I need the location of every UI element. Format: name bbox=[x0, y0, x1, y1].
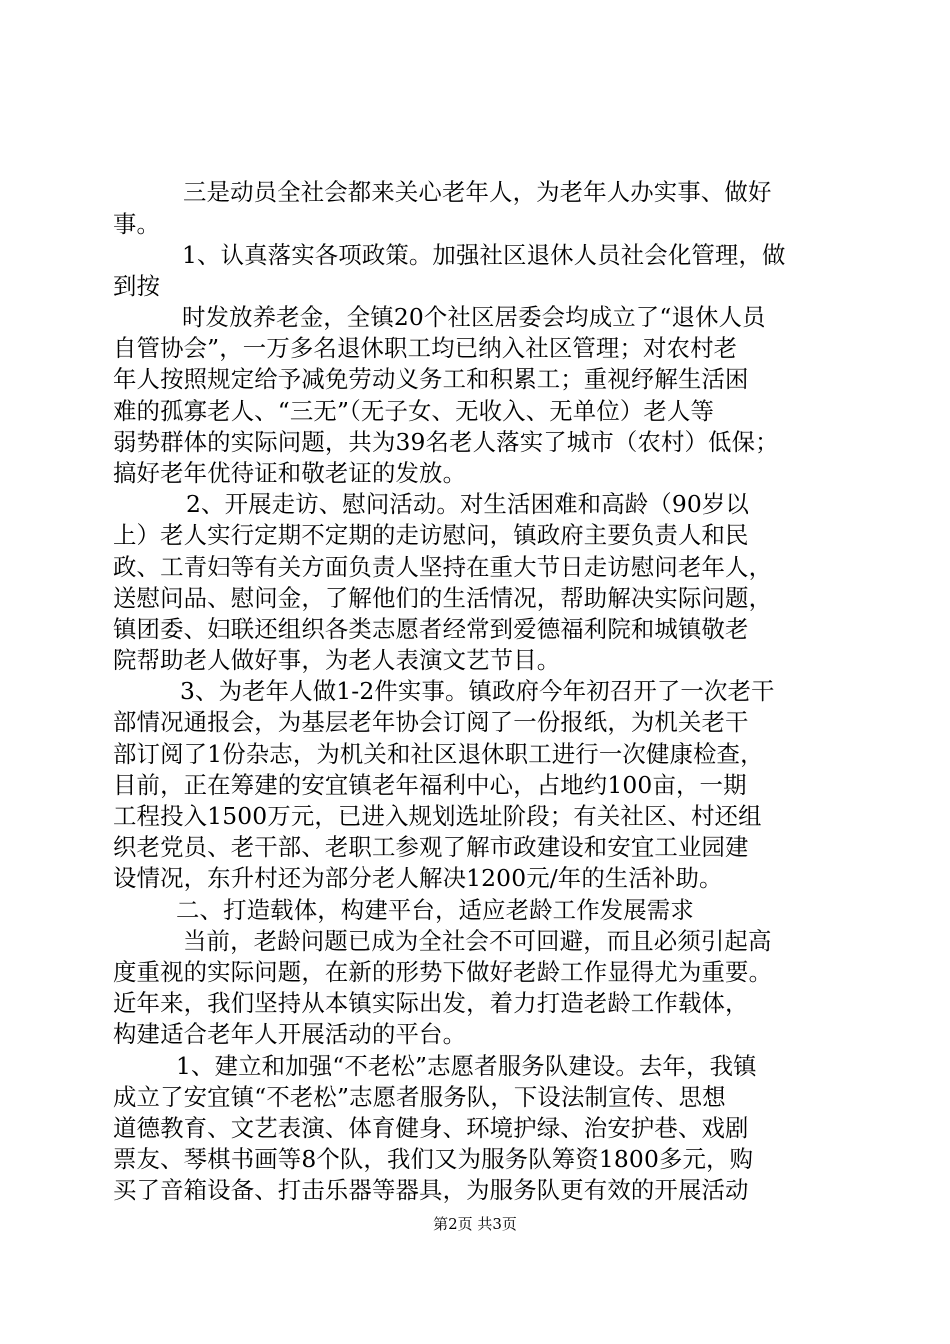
text-line: 道德教育、文艺表演、体育健身、环境护绿、治安护巷、戏剧 bbox=[113, 1114, 749, 1142]
text-line: 当前，老龄问题已成为全社会不可回避，而且必须引起高 bbox=[183, 927, 772, 955]
text-line: 成立了安宜镇“不老松”志愿者服务队，下设法制宣传、思想 bbox=[113, 1083, 726, 1111]
text-line: 部情况通报会，为基层老年协会订阅了一份报纸，为机关老干 bbox=[113, 708, 749, 736]
text-line: 送慰问品、慰问金，了解他们的生活情况，帮助解决实际问题， bbox=[113, 584, 773, 612]
text-line: 三是动员全社会都来关心老年人，为老年人办实事、做好 bbox=[183, 178, 772, 206]
text-line: 1、认真落实各项政策。加强社区退休人员社会化管理，做 bbox=[182, 241, 786, 269]
text-line: 设情况，东升村还为部分老人解决1200元/年的生活补助。 bbox=[113, 864, 723, 892]
text-line: 弱势群体的实际问题，共为39名老人落实了城市（农村）低保； bbox=[113, 428, 779, 456]
text-line: 部订阅了1份杂志，为机关和社区退休职工进行一次健康检查， bbox=[113, 740, 764, 768]
text-line: 镇团委、妇联还组织各类志愿者经常到爱德福利院和城镇敬老 bbox=[113, 615, 749, 643]
text-line: 织老党员、老干部、老职工参观了解市政建设和安宜工业园建 bbox=[113, 833, 749, 861]
text-line: 2、开展走访、慰问活动。对生活困难和高龄（90岁以 bbox=[186, 490, 749, 518]
text-line: 3、为老年人做1-2件实事。镇政府今年初召开了一次老干 bbox=[180, 677, 775, 705]
text-line: 院帮助老人做好事，为老人表演文艺节目。 bbox=[113, 646, 561, 674]
text-line: 度重视的实际问题，在新的形势下做好老龄工作显得尤为重要。 bbox=[113, 958, 773, 986]
text-line: 政、工青妇等有关方面负责人坚持在重大节日走访慰问老年人， bbox=[113, 553, 773, 581]
text-line: 难的孤寡老人、“三无”（无子女、无收入、无单位）老人等 bbox=[113, 397, 715, 425]
text-line: 上）老人实行定期不定期的走访慰问，镇政府主要负责人和民 bbox=[113, 521, 749, 549]
text-line: 到按 bbox=[113, 272, 161, 300]
text-line: 目前，正在筹建的安宜镇老年福利中心，占地约100亩，一期 bbox=[113, 771, 747, 799]
text-line: 票友、琴棋书画等8个队，我们又为服务队筹资1800多元，购 bbox=[113, 1145, 754, 1173]
page-footer: 第2页 共3页 bbox=[433, 1215, 517, 1233]
text-line: 工程投入1500万元，已进入规划选址阶段；有关社区、村还组 bbox=[113, 802, 762, 830]
section-heading: 二、打造载体，构建平台，适应老龄工作发展需求 bbox=[176, 896, 694, 924]
text-line: 构建适合老年人开展活动的平台。 bbox=[113, 1020, 467, 1048]
text-line: 自管协会”，一万多名退休职工均已纳入社区管理；对农村老 bbox=[113, 334, 738, 362]
text-line: 买了音箱设备、打击乐器等器具，为服务队更有效的开展活动 bbox=[113, 1176, 749, 1204]
text-line: 搞好老年优待证和敬老证的发放。 bbox=[113, 459, 467, 487]
text-line: 事。 bbox=[113, 210, 161, 238]
text-line: 年人按照规定给予减免劳动义务工和积累工；重视纾解生活困 bbox=[113, 365, 749, 393]
text-line: 时发放养老金，全镇20个社区居委会均成立了“退休人员 bbox=[182, 303, 766, 331]
text-line: 近年来，我们坚持从本镇实际出发，着力打造老龄工作载体， bbox=[113, 989, 749, 1017]
text-line: 1、建立和加强“不老松”志愿者服务队建设。去年，我镇 bbox=[176, 1052, 757, 1080]
